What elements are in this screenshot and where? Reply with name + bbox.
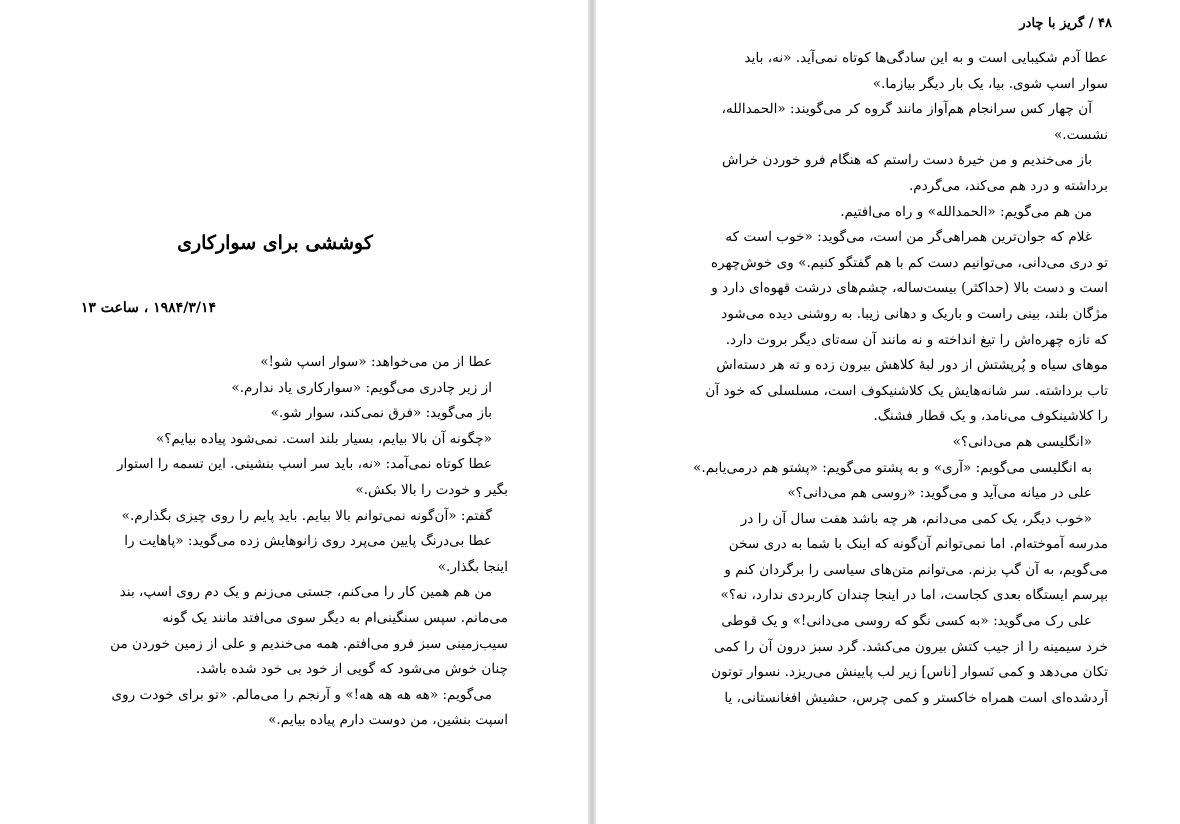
text-line: آن چهار کس سرانجام هم‌آواز مانند گروه کر می‌گویند: «الحمدالله، [721, 101, 1092, 118]
left-page [0, 0, 588, 824]
text-line: «چگونه آن بالا بیایم، بسیار بلند است. نمی‌شود پیاده بیایم؟» [155, 430, 492, 447]
text-line: مژگان بلند، بینی راست و باریک و دهانی زیبا. به روشنی دیده می‌شود [721, 305, 1108, 322]
text-line: خرد سیمینه را از جیب کتش بیرون می‌کشد. گرد سبز درون آن را کمی [714, 638, 1108, 655]
text-line: من هم همین کار را می‌کنم، جستی می‌زنم و یک دم روی اسپ، بند [119, 584, 492, 601]
text-line: باز می‌خندیم و من خیرهٔ دست راستم که هنگام فرو خوردن خراش [721, 152, 1092, 169]
text-line: عطا کوتاه نمی‌آمد: «نه، باید سر اسپ بنشینی. این تسمه را استوار [116, 456, 492, 473]
text-line: به انگلیسی می‌گویم: «آری» و به پشتو می‌گویم: «پشتو هم درمی‌یابم.» [693, 459, 1092, 476]
text-line: علی رک می‌گوید: «به کسی نگو که روسی می‌دانی!» و یک قوطی [721, 613, 1092, 630]
right-page [596, 0, 1180, 824]
text-line: آردشده‌ای است همراه خاکستر و کمی چرس، حشیش افغانستانی، یا [724, 689, 1108, 706]
text-line: سوار اسپ شوی. بیا، یک بار دیگر بیازما.» [872, 75, 1108, 92]
text-line: نشست.» [1053, 126, 1108, 143]
date-line: ۱۹۸۴/۳/۱۴ ، ساعت ۱۳ [80, 300, 216, 316]
text-line: «خوب دیگر، یک کمی می‌دانم، هر چه باشد هفت سال آن را در [740, 510, 1092, 527]
text-line: تو دری می‌دانی، می‌توانیم دست کم با هم گفتگو کنیم.» وی خوش‌چهره [711, 254, 1108, 271]
text-line: غلام که جوان‌ترین همراهی‌گر من است، می‌گوید: «خوب است که [725, 229, 1092, 246]
text-line: برداشته و درد هم می‌کند، می‌گردم. [908, 177, 1108, 194]
text-line: می‌گویم: «هه هه هه هه!» و آرنجم را می‌مالم. «تو برای خودت روی [111, 686, 492, 703]
text-line: بپرسم ایستگاه بعدی کجاست، اما در اینجا چندان کاربردی ندارد، نه؟» [720, 587, 1108, 604]
text-line: مدرسه آموخته‌ام. اما نمی‌توانم آن‌گونه که اینک با شما به دری سخن [728, 536, 1108, 553]
text-line: بگیر و خودت را بالا بکش.» [355, 481, 508, 498]
right-page-body [686, 46, 1108, 711]
text-line: باز می‌گوید: «فرق نمی‌کند، سوار شو.» [270, 405, 492, 422]
book-gutter [588, 0, 596, 824]
text-line: چنان خوش می‌شود که گویی از خود بی خود شده باشد. [195, 661, 508, 678]
text-line: موهای سیاه و پُرپشتش از دور لبهٔ کلاهش بیرون زده و ته هر دسته‌اش [716, 357, 1108, 374]
text-line: عطا بی‌درنگ پایین می‌پرد روی زانوهایش زده می‌گوید: «پاهایت را [124, 533, 492, 550]
text-line: «انگلیسی هم می‌دانی؟» [952, 433, 1092, 450]
running-header: ۴۸ / گریز با چادر [1019, 16, 1112, 31]
text-line: می‌مانم. سپس سنگینی‌ام به دیگر سوی می‌افتد مانند یک گونه [162, 609, 508, 626]
text-line: اینجا بگذار.» [437, 558, 508, 575]
text-line: گفتم: «آن‌گونه نمی‌توانم بالا بیایم. باید پایم را روی چیزی بگذارم.» [121, 507, 492, 524]
text-line: عطا از من می‌خواهد: «سوار اسپ شو!» [260, 354, 492, 370]
text-line: سیب‌زمینی سبز فرو می‌افتم. همه می‌خندیم و علی از زمین خوردن من [110, 635, 508, 652]
text-line: اسپت بنشین، من دوست دارم پیاده بیایم.» [268, 712, 508, 729]
text-line: می‌گویم، به آن گپ بزنم. می‌توانم متن‌های سیاسی را برگردان کنم و [724, 561, 1108, 578]
text-line: تکان می‌دهد و کمی نَسوار [ناس] زیر لب پایینش می‌ریزد. نسوار توتون [711, 664, 1108, 681]
left-page-body [70, 350, 508, 734]
text-line: است و دست بالا (حداکثر) بیست‌ساله، چشم‌های درشت قهوه‌ای دارد و [711, 280, 1108, 297]
text-line: را کلاشینکوف می‌نامد، و یک قطار فشنگ. [873, 408, 1108, 425]
text-line: علی در میانه می‌آید و می‌گوید: «روسی هم می‌دانی؟» [787, 485, 1092, 502]
chapter-title: کوششی برای سوارکاری [177, 232, 373, 254]
text-line: من هم می‌گویم: «الحمدالله» و راه می‌افتیم. [840, 203, 1092, 220]
text-line: از زیر چادری می‌گویم: «سوارکاری یاد ندارم.» [231, 379, 492, 396]
text-line: تاب برداشته. سر شانه‌هایش یک کلاشنیکوف است، مسلسلی که خود آن [705, 382, 1108, 399]
text-line: که تازه چهره‌اش را تیغ انداخته و نه مانند آن سه‌تای دیگر بروت دارد. [725, 331, 1108, 348]
text-line: عطا آدم شکیبایی است و به این سادگی‌ها کوتاه نمی‌آید. «نه، باید [744, 50, 1108, 66]
